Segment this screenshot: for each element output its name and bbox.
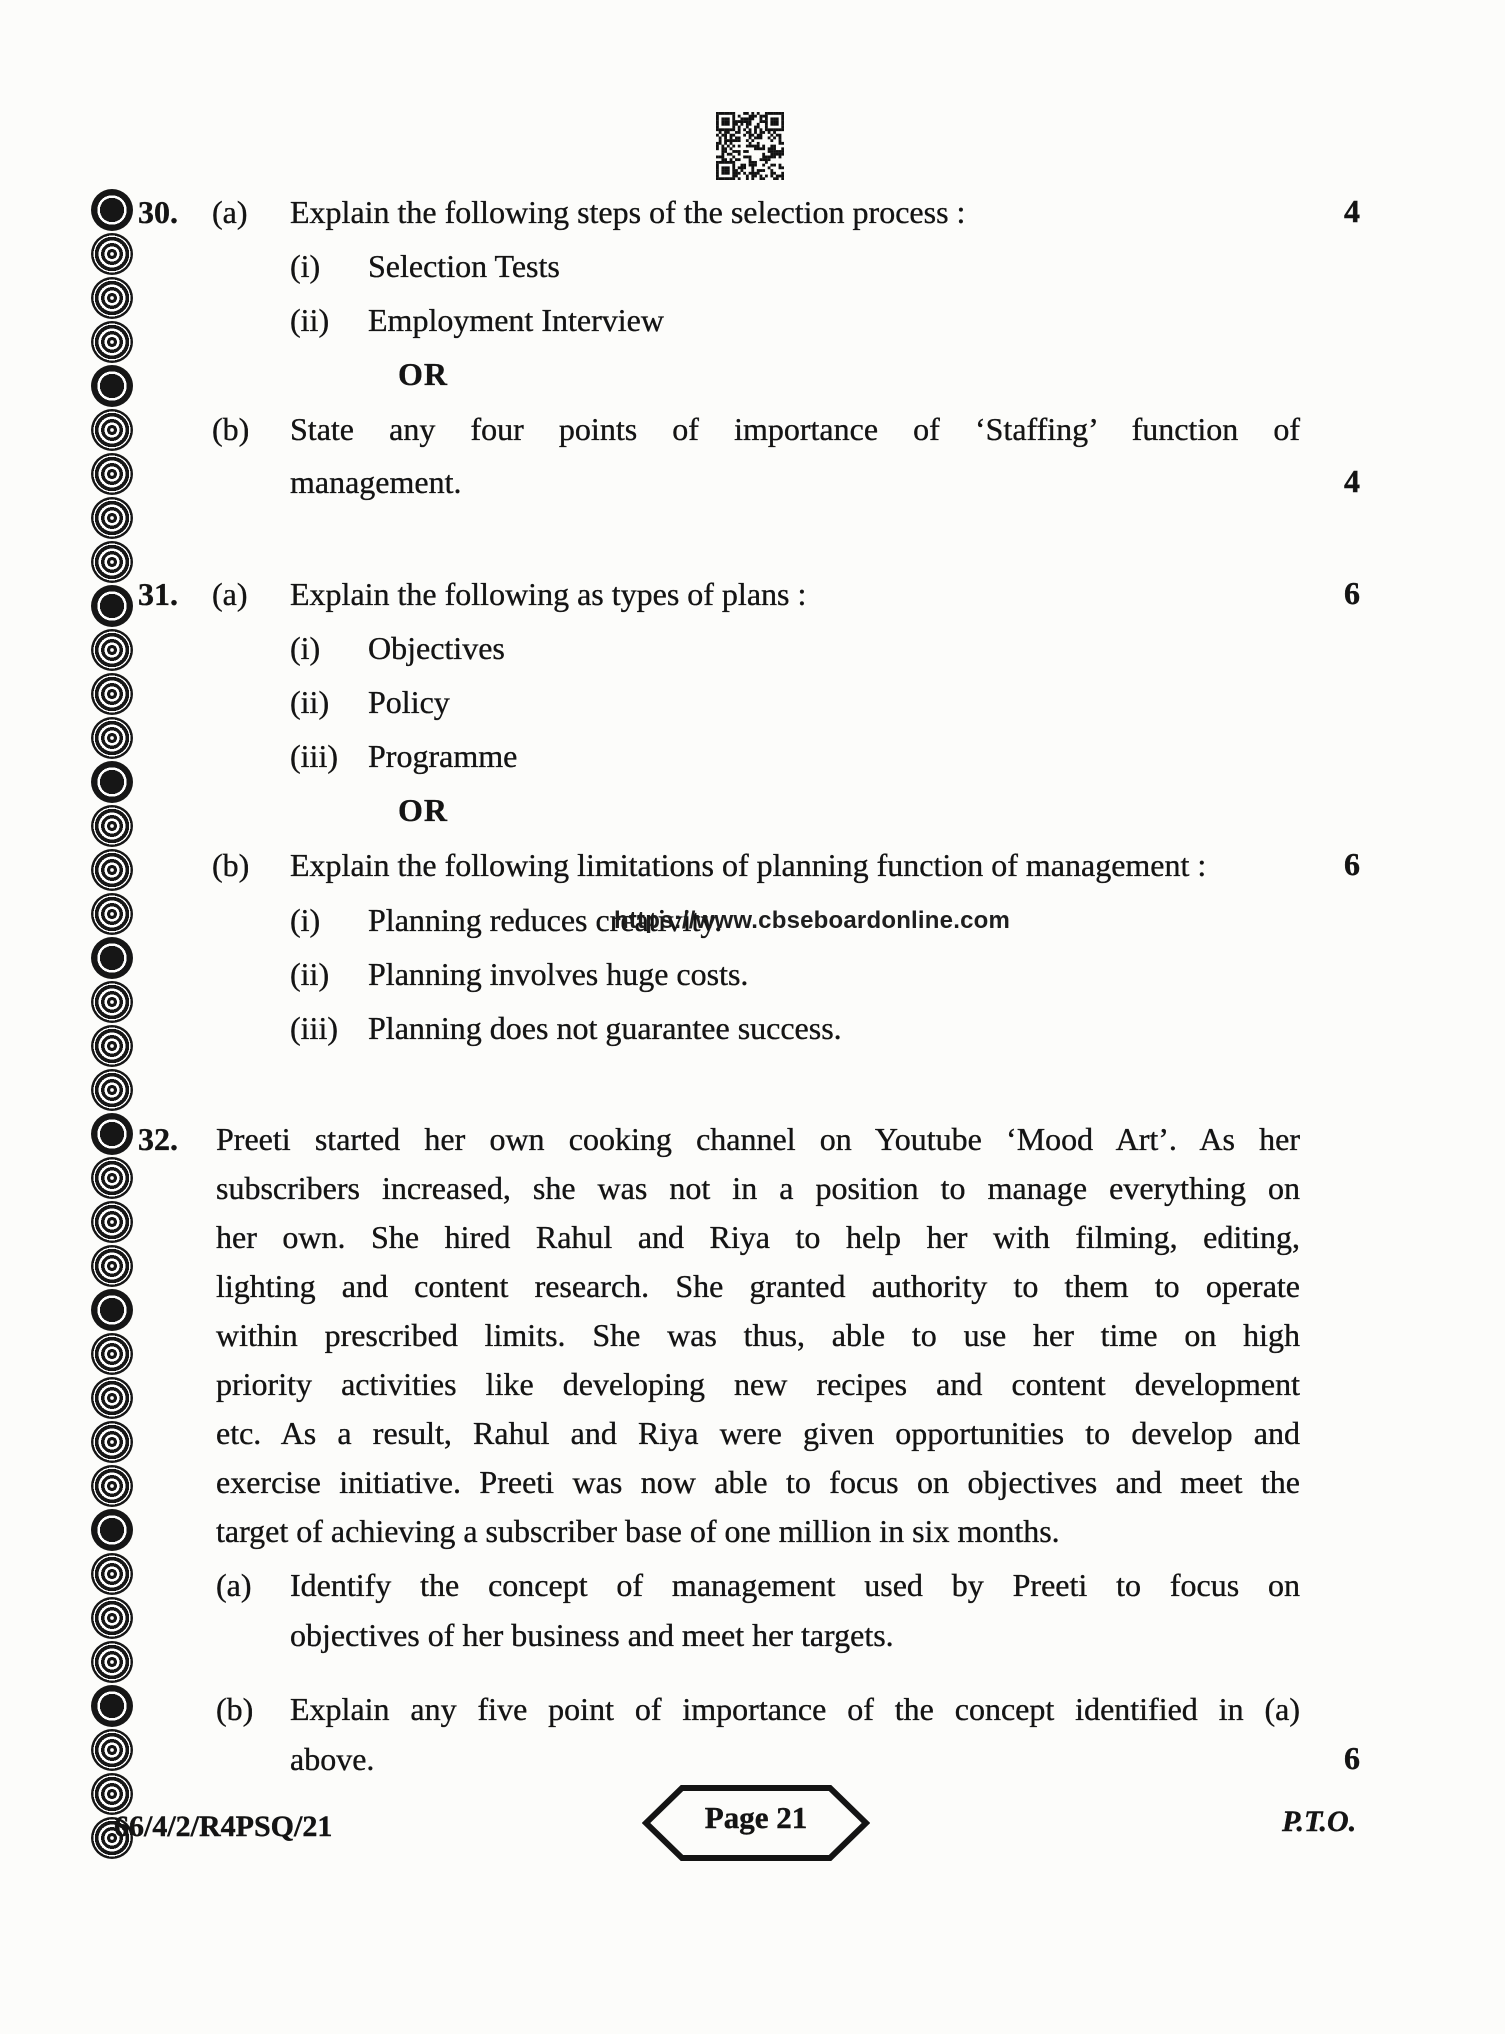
list-item-text: Planning does not guarantee success. — [368, 1010, 842, 1046]
case-study-line: subscribers increased, she was not in a position to manage everything on — [216, 1170, 1300, 1206]
binding-ring — [91, 981, 133, 1023]
list-item-text: Employment Interview — [368, 302, 664, 338]
footer-paper-code: 66/4/2/R4PSQ/21 — [114, 1810, 333, 1843]
case-study-line: her own. She hired Rahul and Riya to help her with filming, editing, — [216, 1219, 1300, 1255]
list-item-numeral: (i) — [290, 902, 321, 938]
binding-ring — [91, 1421, 133, 1463]
binding-ring — [91, 1245, 133, 1287]
binding-ring — [91, 1069, 133, 1111]
binding-ring — [91, 277, 133, 319]
binding-ring — [91, 497, 133, 539]
marks-value: 6 — [1344, 846, 1360, 882]
list-item-text: Selection Tests — [368, 248, 560, 284]
question-text: Identify the concept of management used by Preeti to focus on — [290, 1567, 1300, 1603]
part-label: (b) — [216, 1691, 254, 1727]
binding-ring — [91, 409, 133, 451]
binding-ring — [91, 1685, 133, 1727]
binding-ring — [91, 893, 133, 935]
binding-ring — [91, 189, 133, 231]
list-item-numeral: (i) — [290, 630, 321, 666]
binding-ring — [91, 1773, 133, 1815]
marks-value: 6 — [1344, 575, 1360, 611]
binding-ring — [91, 1025, 133, 1067]
marks-value: 4 — [1344, 463, 1360, 499]
list-item-numeral: (ii) — [290, 302, 330, 338]
marks-value: 6 — [1344, 1740, 1360, 1776]
binding-ring — [91, 321, 133, 363]
part-label: (a) — [212, 194, 248, 230]
page-badge: Page 21 — [704, 1800, 808, 1835]
part-label: (b) — [212, 847, 250, 883]
list-item-numeral: (i) — [290, 248, 321, 284]
question-text: Explain any five point of importance of the concept identified in (a) — [290, 1691, 1300, 1727]
binding-ring — [91, 541, 133, 583]
list-item-text: Planning reduces creativity. — [368, 902, 723, 938]
binding-ring — [91, 1289, 133, 1331]
question-text: Explain the following limitations of planning function of management : — [290, 847, 1207, 883]
binding-ring — [91, 1157, 133, 1199]
binding-ring — [91, 1377, 133, 1419]
part-label: (a) — [216, 1567, 252, 1603]
list-item-numeral: (ii) — [290, 684, 330, 720]
question-text: State any four points of importance of ‘Staffing’ function of — [290, 411, 1300, 447]
question-text: Explain the following as types of plans : — [290, 576, 807, 612]
binding-ring — [91, 761, 133, 803]
binding-ring — [91, 1597, 133, 1639]
question-number: 30. — [138, 194, 178, 230]
question-text: objectives of her business and meet her targets. — [290, 1617, 894, 1653]
list-item-numeral: (iii) — [290, 1010, 338, 1046]
binding-ring — [91, 937, 133, 979]
binding-ring — [91, 585, 133, 627]
binding-ring — [91, 365, 133, 407]
binding-ring — [91, 1333, 133, 1375]
question-text: management. — [290, 464, 462, 500]
case-study-line: Preeti started her own cooking channel on Youtube ‘Mood Art’. As her — [216, 1121, 1300, 1157]
case-study-line: priority activities like developing new recipes and content development — [216, 1366, 1300, 1402]
part-label: (b) — [212, 411, 250, 447]
question-number: 32. — [138, 1121, 178, 1157]
list-item-text: Planning involves huge costs. — [368, 956, 749, 992]
qr-code — [716, 112, 784, 180]
binding-ring — [91, 717, 133, 759]
binding-ring — [91, 805, 133, 847]
case-study-line: within prescribed limits. She was thus, able to use her time on high — [216, 1317, 1300, 1353]
binding-ring — [91, 1641, 133, 1683]
list-item-text: Programme — [368, 738, 518, 774]
question-number: 31. — [138, 576, 178, 612]
case-study-line: target of achieving a subscriber base of one million in six months. — [216, 1513, 1060, 1549]
binding-ring — [91, 453, 133, 495]
binding-ring — [91, 673, 133, 715]
binding-ring — [91, 629, 133, 671]
list-item-text: Objectives — [368, 630, 505, 666]
list-item-text: Policy — [368, 684, 450, 720]
case-study-line: etc. As a result, Rahul and Riya were given opportunities to develop and — [216, 1415, 1300, 1451]
binding-ring — [91, 1729, 133, 1771]
pto-label: P.T.O. — [1282, 1805, 1357, 1838]
case-study-line: lighting and content research. She granted authority to them to operate — [216, 1268, 1300, 1304]
list-item-numeral: (ii) — [290, 956, 330, 992]
binding-ring — [91, 233, 133, 275]
or-separator: OR — [398, 792, 448, 828]
list-item-numeral: (iii) — [290, 738, 338, 774]
binding-ring — [91, 1509, 133, 1551]
case-study-line: exercise initiative. Preeti was now able to focus on objectives and meet the — [216, 1464, 1300, 1500]
binding-ring — [91, 1201, 133, 1243]
binding-ring — [91, 1465, 133, 1507]
marks-value: 4 — [1344, 193, 1360, 229]
binding-ring — [91, 1113, 133, 1155]
part-label: (a) — [212, 576, 248, 612]
or-separator: OR — [398, 356, 448, 392]
watermark-url: https://www.cbseboardonline.com — [614, 907, 1011, 934]
binding-ring — [91, 1553, 133, 1595]
binding-ring — [91, 849, 133, 891]
question-text: Explain the following steps of the selection process : — [290, 194, 966, 230]
question-text: above. — [290, 1741, 375, 1777]
